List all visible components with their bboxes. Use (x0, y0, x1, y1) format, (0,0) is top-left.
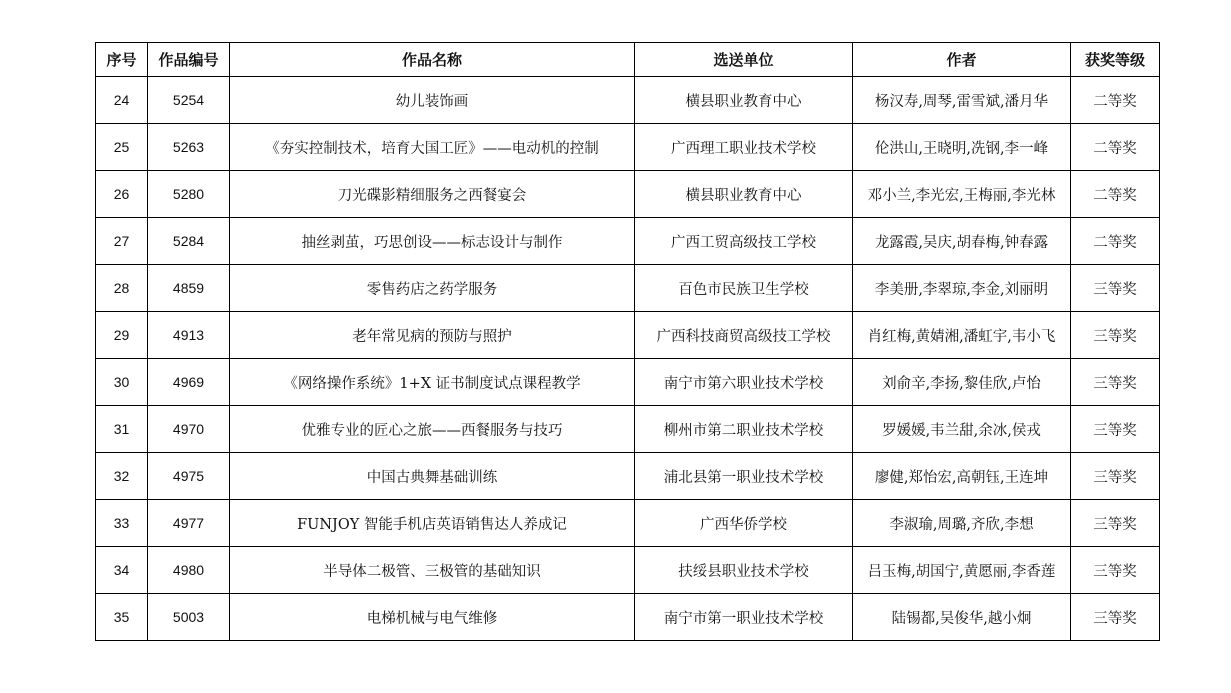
table-row (96, 453, 1160, 500)
cell-unit: 广西科技商贸高级技工学校 (635, 312, 853, 359)
table-row (96, 171, 1160, 218)
cell-code: 4913 (148, 312, 230, 359)
cell-unit: 百色市民族卫生学校 (635, 265, 853, 312)
cell-title: 优雅专业的匠心之旅——西餐服务与技巧 (230, 406, 635, 453)
cell-unit: 横县职业教育中心 (635, 77, 853, 124)
cell-title: 电梯机械与电气维修 (230, 594, 635, 641)
cell-code: 5254 (148, 77, 230, 124)
cell-title: FUNJOY 智能手机店英语销售达人养成记 (230, 500, 635, 547)
cell-title: 幼儿装饰画 (230, 77, 635, 124)
cell-award: 三等奖 (1071, 500, 1160, 547)
table-row (96, 547, 1160, 594)
table-body (96, 77, 1160, 641)
cell-title: 抽丝剥茧，巧思创设——标志设计与制作 (230, 218, 635, 265)
cell-authors: 罗媛媛,韦兰甜,余冰,侯戎 (853, 406, 1071, 453)
cell-award: 二等奖 (1071, 77, 1160, 124)
cell-authors: 肖红梅,黄婧湘,潘虹宇,韦小飞 (853, 312, 1071, 359)
cell-unit: 南宁市第六职业技术学校 (635, 359, 853, 406)
cell-index: 30 (96, 359, 148, 406)
header-authors: 作者 (853, 43, 1071, 77)
cell-code: 4980 (148, 547, 230, 594)
cell-authors: 龙露霞,吴庆,胡春梅,钟春露 (853, 218, 1071, 265)
table-row (96, 500, 1160, 547)
cell-authors: 刘俞辛,李扬,黎佳欣,卢怡 (853, 359, 1071, 406)
cell-code: 5284 (148, 218, 230, 265)
cell-unit: 南宁市第一职业技术学校 (635, 594, 853, 641)
cell-unit: 广西华侨学校 (635, 500, 853, 547)
award-table (95, 42, 1160, 641)
header-unit: 选送单位 (635, 43, 853, 77)
table-row (96, 124, 1160, 171)
cell-authors: 杨汉寿,周琴,雷雪斌,潘月华 (853, 77, 1071, 124)
cell-unit: 广西工贸高级技工学校 (635, 218, 853, 265)
cell-authors: 伦洪山,王晓明,冼钢,李一峰 (853, 124, 1071, 171)
header-index: 序号 (96, 43, 148, 77)
cell-unit: 浦北县第一职业技术学校 (635, 453, 853, 500)
cell-index: 29 (96, 312, 148, 359)
cell-index: 31 (96, 406, 148, 453)
cell-unit: 广西理工职业技术学校 (635, 124, 853, 171)
cell-index: 24 (96, 77, 148, 124)
cell-code: 4969 (148, 359, 230, 406)
cell-title: 刀光碟影精细服务之西餐宴会 (230, 171, 635, 218)
cell-award: 二等奖 (1071, 171, 1160, 218)
cell-authors: 邓小兰,李光宏,王梅丽,李光林 (853, 171, 1071, 218)
cell-award: 三等奖 (1071, 547, 1160, 594)
cell-award: 三等奖 (1071, 453, 1160, 500)
cell-index: 35 (96, 594, 148, 641)
table-row (96, 218, 1160, 265)
cell-index: 26 (96, 171, 148, 218)
cell-unit: 横县职业教育中心 (635, 171, 853, 218)
cell-award: 三等奖 (1071, 265, 1160, 312)
cell-index: 32 (96, 453, 148, 500)
cell-authors: 吕玉梅,胡国宁,黄愿丽,李香莲 (853, 547, 1071, 594)
cell-code: 5003 (148, 594, 230, 641)
cell-index: 34 (96, 547, 148, 594)
table-row (96, 594, 1160, 641)
cell-code: 4975 (148, 453, 230, 500)
cell-title: 半导体二极管、三极管的基础知识 (230, 547, 635, 594)
cell-code: 4970 (148, 406, 230, 453)
cell-code: 4977 (148, 500, 230, 547)
header-title: 作品名称 (230, 43, 635, 77)
cell-award: 三等奖 (1071, 359, 1160, 406)
cell-authors: 李淑瑜,周璐,齐欣,李想 (853, 500, 1071, 547)
cell-title: 零售药店之药学服务 (230, 265, 635, 312)
cell-code: 5263 (148, 124, 230, 171)
table-header-row (96, 43, 1160, 77)
cell-index: 25 (96, 124, 148, 171)
cell-title: 老年常见病的预防与照护 (230, 312, 635, 359)
cell-title: 《夯实控制技术，培育大国工匠》——电动机的控制 (230, 124, 635, 171)
cell-award: 三等奖 (1071, 406, 1160, 453)
cell-award: 二等奖 (1071, 218, 1160, 265)
table-row (96, 312, 1160, 359)
cell-index: 28 (96, 265, 148, 312)
cell-authors: 陆锡都,吴俊华,越小炯 (853, 594, 1071, 641)
table-row (96, 77, 1160, 124)
cell-authors: 廖健,郑怡宏,高朝钰,王连坤 (853, 453, 1071, 500)
cell-award: 三等奖 (1071, 312, 1160, 359)
cell-award: 三等奖 (1071, 594, 1160, 641)
cell-title: 中国古典舞基础训练 (230, 453, 635, 500)
cell-award: 二等奖 (1071, 124, 1160, 171)
cell-unit: 扶绥县职业技术学校 (635, 547, 853, 594)
cell-code: 4859 (148, 265, 230, 312)
table-row (96, 406, 1160, 453)
cell-title: 《网络操作系统》1+X 证书制度试点课程教学 (230, 359, 635, 406)
cell-unit: 柳州市第二职业技术学校 (635, 406, 853, 453)
table-row (96, 359, 1160, 406)
cell-index: 33 (96, 500, 148, 547)
header-award: 获奖等级 (1071, 43, 1160, 77)
header-code: 作品编号 (148, 43, 230, 77)
cell-index: 27 (96, 218, 148, 265)
cell-authors: 李美册,李翠琼,李金,刘丽明 (853, 265, 1071, 312)
cell-code: 5280 (148, 171, 230, 218)
table-row (96, 265, 1160, 312)
